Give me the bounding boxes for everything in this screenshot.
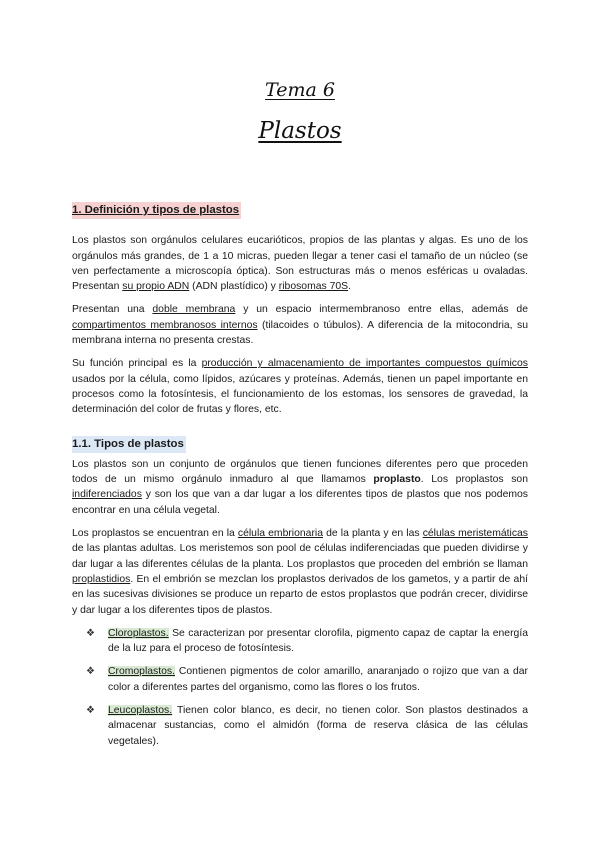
section-heading: 1. Definición y tipos de plastos [72,202,241,219]
paragraph: Los plastos son un conjunto de orgánulos que tienen funciones diferentes pero que proceden todos de un mismo orgánulo inmaduro al que llamamos proplasto. Los proplastos son indiferenciados y son los que van a dar lugar a los diferentes tipos de plastos que nos podemos encontrar en una célula vegetal. [72,458,528,516]
list-item: ❖ Leucoplastos. Tienen color blanco, es decir, no tienen color. Son plastos destinados a almacenar sustancias, como el almidón (forma de reserva clásica de las células vegetales). [86,705,528,747]
underlined-term: célula embrionaria [237,528,324,540]
list-item: ❖ Cromoplastos. Contienen pigmentos de color amarillo, anaranjado o rojizo que van a dar color a diferentes partes del organismo, como las flores o los frutos. [86,666,528,693]
diamond-bullet-icon: ❖ [86,666,95,678]
document-body [72,202,528,757]
diamond-bullet-icon: ❖ [86,627,95,639]
underlined-term: ribosomas 70S [278,281,349,293]
paragraph: Los proplastos se encuentran en la célula embrionaria de la planta y en las células meristemáticas de las plantas adultas. Los meristemos son pool de células indiferenciadas que pueden dividirse y dar lugar a las diferentes células de la planta. Los proplastos que proceden del embrión se llaman proplastidios. En el embrión se mezclan los proplastos derivados de los gametos, y a partir de ahí en las sucesivas divisiones se produce un reparto de estos proplastos que podrán crecer, dividirse y dar lugar a los diferentes tipos de plastos. [72,528,528,616]
underlined-term: producción y almacenamiento de importantes compuestos químicos [201,358,528,370]
underlined-term: indiferenciados [72,489,142,501]
list-item: ❖ Cloroplastos. Se caracterizan por presentar clorofila, pigmento capaz de captar la energía de la luz para el proceso de fotosíntesis. [86,627,528,655]
paragraph: Presentan una doble membrana y un espacio intermembranoso entre ellas, además de compartimentos membranosos internos (tilacoides o túbulos). A diferencia de la mitocondria, su membrana interna no presenta crestas. [72,304,528,347]
topic-title: Tema 6 [265,79,335,101]
paragraph: Los plastos son orgánulos celulares eucarióticos, propios de las plantas y algas. Es uno de los orgánulos más grandes, de 1 a 10 micras, pueden llegar a tener casi el tamaño de un núcleo (se ven perfectamente a microscopía óptica). Son estructuras más o menos esféricas u ovaladas. Presentan su propio ADN (ADN plastídico) y ribosomas 70S. [72,235,528,293]
paragraph: Su función principal es la producción y almacenamiento de importantes compuestos químicos usados por la célula, como lípidos, azúcares y proteínas. Además, tienen un papel importante en procesos como la fotosíntesis, el funcionamiento de los estomas, los sensores de gravedad, la determinación del color de frutas y flores, etc. [72,358,528,416]
highlighted-term: Cromoplastos. [108,666,175,678]
plastid-types-list [72,626,528,749]
bold-term: proplasto [373,474,421,486]
underlined-term: compartimentos membranosos internos [72,319,258,331]
underlined-term: su propio ADN [122,281,190,293]
underlined-term: células meristemáticas [422,528,528,540]
highlighted-term: Leucoplastos. [108,705,173,717]
underlined-term: proplastidios [72,573,131,585]
highlighted-term: Cloroplastos. [108,627,169,639]
underlined-term: doble membrana [152,304,236,316]
subsection-heading: 1.1. Tipos de plastos [72,436,186,453]
diamond-bullet-icon: ❖ [86,705,95,717]
document-title: Plastos [258,118,342,144]
